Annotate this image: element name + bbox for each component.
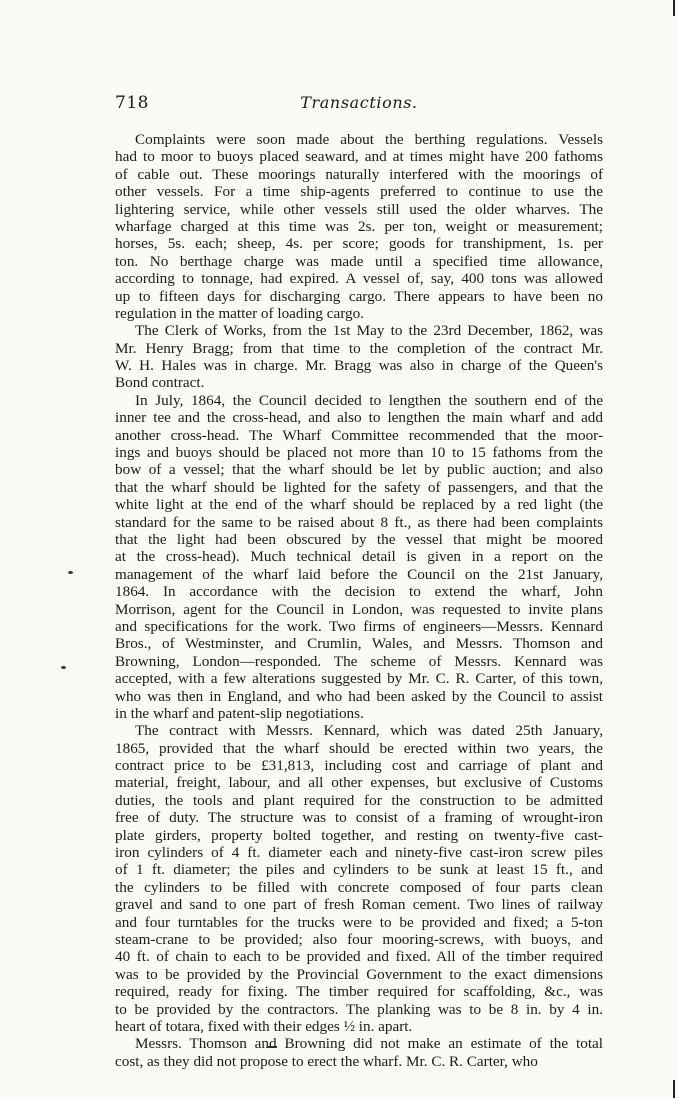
text-line: cost, as they did not propose to erect the wharf. Mr. C. R. Carter, who: [115, 1052, 538, 1070]
text-line: of 1 ft. diameter; the piles and cylinders to be sunk at least 15 ft., and: [115, 861, 603, 879]
text-line: another cross-head. The Wharf Committee recommended that the moor-: [115, 426, 603, 444]
text-line: regulation in the matter of loading cargo.: [115, 304, 364, 322]
paragraph: [115, 322, 603, 392]
text-line: Morrison, agent for the Council in London, was requested to invite plans: [115, 600, 603, 618]
text-line: 1865, provided that the wharf should be erected within two years, the: [115, 739, 603, 757]
text-line: steam-crane to be provided; also four mooring-screws, with buoys, and: [115, 930, 603, 948]
margin-dot: [61, 666, 66, 669]
text-line: material, freight, labour, and all other expenses, but exclusive of Customs: [115, 774, 603, 792]
text-line: up to fifteen days for discharging cargo. There appears to have been no: [115, 287, 603, 305]
text-line: The Clerk of Works, from the 1st May to the 23rd December, 1862, was: [135, 322, 603, 340]
text-line: duties, the tools and plant required for the construction to be admitted: [115, 791, 603, 809]
text-line: ton. No berthage charge was made until a specified time allowance,: [115, 252, 603, 270]
text-line: heart of totara, fixed with their edges ½ in. apart.: [115, 1017, 413, 1035]
text-line: gravel and sand to one part of fresh Roman cement. Two lines of railway: [115, 896, 603, 914]
text-line: accepted, with a few alterations suggested by Mr. C. R. Carter, of this town,: [115, 670, 603, 688]
text-line: contract price to be £31,813, including cost and carriage of plant and: [115, 757, 603, 775]
page-header: [115, 93, 603, 123]
text-line: in the wharf and patent-slip negotiations.: [115, 704, 364, 722]
paragraph: [115, 722, 603, 1035]
text-line: Complaints were soon made about the berthing regulations. Vessels: [135, 131, 603, 148]
edge-mark-top: [673, 0, 675, 16]
paragraph: [115, 392, 603, 722]
text-line: of cable out. These moorings naturally interfered with the moorings of: [115, 165, 603, 183]
text-line: who was then in England, and who had been asked by the Council to assist: [115, 687, 603, 705]
text-line: had to moor to buoys placed seaward, and at times might have 200 fathoms: [115, 148, 603, 166]
text-line: Mr. Henry Bragg; from that time to the completion of the contract Mr.: [115, 339, 603, 357]
text-line: plate girders, property bolted together, and resting on twenty-five cast-: [115, 826, 603, 844]
margin-dot: [68, 571, 73, 574]
page-number: 718: [115, 93, 149, 113]
text-line: Bros., of Westminster, and Crumlin, Wales, and Messrs. Thomson and: [115, 635, 603, 653]
text-line: that the light had been obscured by the vessel that might be moored: [115, 530, 603, 548]
text-line: bow of a vessel; that the wharf should be let by public auction; and also: [115, 461, 603, 479]
text-line: and specifications for the work. Two firms of engineers—Messrs. Kennard: [115, 617, 603, 635]
text-line: free of duty. The structure was to consist of a framing of wrought-iron: [115, 809, 603, 827]
text-line: was to be provided by the Provincial Government to the exact dimensions: [115, 965, 603, 983]
text-line: iron cylinders of 4 ft. diameter each and ninety-five cast-iron screw piles: [115, 844, 603, 862]
text-line: that the wharf should be lighted for the safety of passengers, and that the: [115, 478, 603, 496]
text-line: In July, 1864, the Council decided to lengthen the southern end of the: [135, 391, 603, 409]
text-line: management of the wharf laid before the Council on the 21st January,: [115, 565, 603, 583]
text-line: and four turntables for the trucks were to be provided and fixed; a 5-ton: [115, 913, 603, 931]
text-line: 1864. In accordance with the decision to extend the wharf, John: [115, 583, 603, 601]
text-line: Browning, London—responded. The scheme of Messrs. Kennard was: [115, 652, 603, 670]
text-line: Messrs. Thomson and Browning did not make an estimate of the total: [135, 1035, 603, 1053]
text-line: Bond contract.: [115, 374, 205, 392]
text-line: lightering service, while other vessels still used the older wharves. The: [115, 200, 603, 218]
text-line: required, ready for fixing. The timber required for scaffolding, &c., was: [115, 983, 603, 1001]
text-line: to be provided by the contractors. The planking was to be 8 in. by 4 in.: [115, 1000, 603, 1018]
text-line: according to tonnage, had expired. A vessel of, say, 400 tons was allowed: [115, 270, 603, 288]
running-title: Transactions.: [300, 93, 418, 112]
text-line: at the cross-head). Much technical detail is given in a report on the: [115, 548, 603, 566]
text-line: white light at the end of the wharf should be replaced by a red light (the: [115, 496, 603, 514]
body-text: [115, 131, 603, 1070]
text-line: The contract with Messrs. Kennard, which was dated 25th January,: [135, 722, 603, 740]
text-line: W. H. Hales was in charge. Mr. Bragg was also in charge of the Queen's: [115, 357, 603, 375]
text-line: 40 ft. of chain to each to be provided and fixed. All of the timber required: [115, 948, 603, 966]
text-line: the cylinders to be filled with concrete composed of four parts clean: [115, 878, 603, 896]
edge-mark-bottom: [673, 1080, 675, 1098]
text-line: standard for the same to be raised about 8 ft., as there had been complaints: [115, 513, 603, 531]
paragraph: [115, 131, 603, 322]
text-line: horses, 5s. each; sheep, 4s. per score; goods for transhipment, 1s. per: [115, 235, 603, 253]
text-line: inner tee and the cross-head, and also to lengthen the main wharf and add: [115, 409, 603, 427]
text-line: ings and buoys should be placed not more than 10 to 15 fathoms from the: [115, 444, 603, 462]
text-line: other vessels. For a time ship-agents preferred to continue to use the: [115, 183, 603, 201]
paragraph: [115, 1035, 603, 1070]
text-line: wharfage charged at this time was 2s. per ton, weight or measurement;: [115, 217, 603, 235]
